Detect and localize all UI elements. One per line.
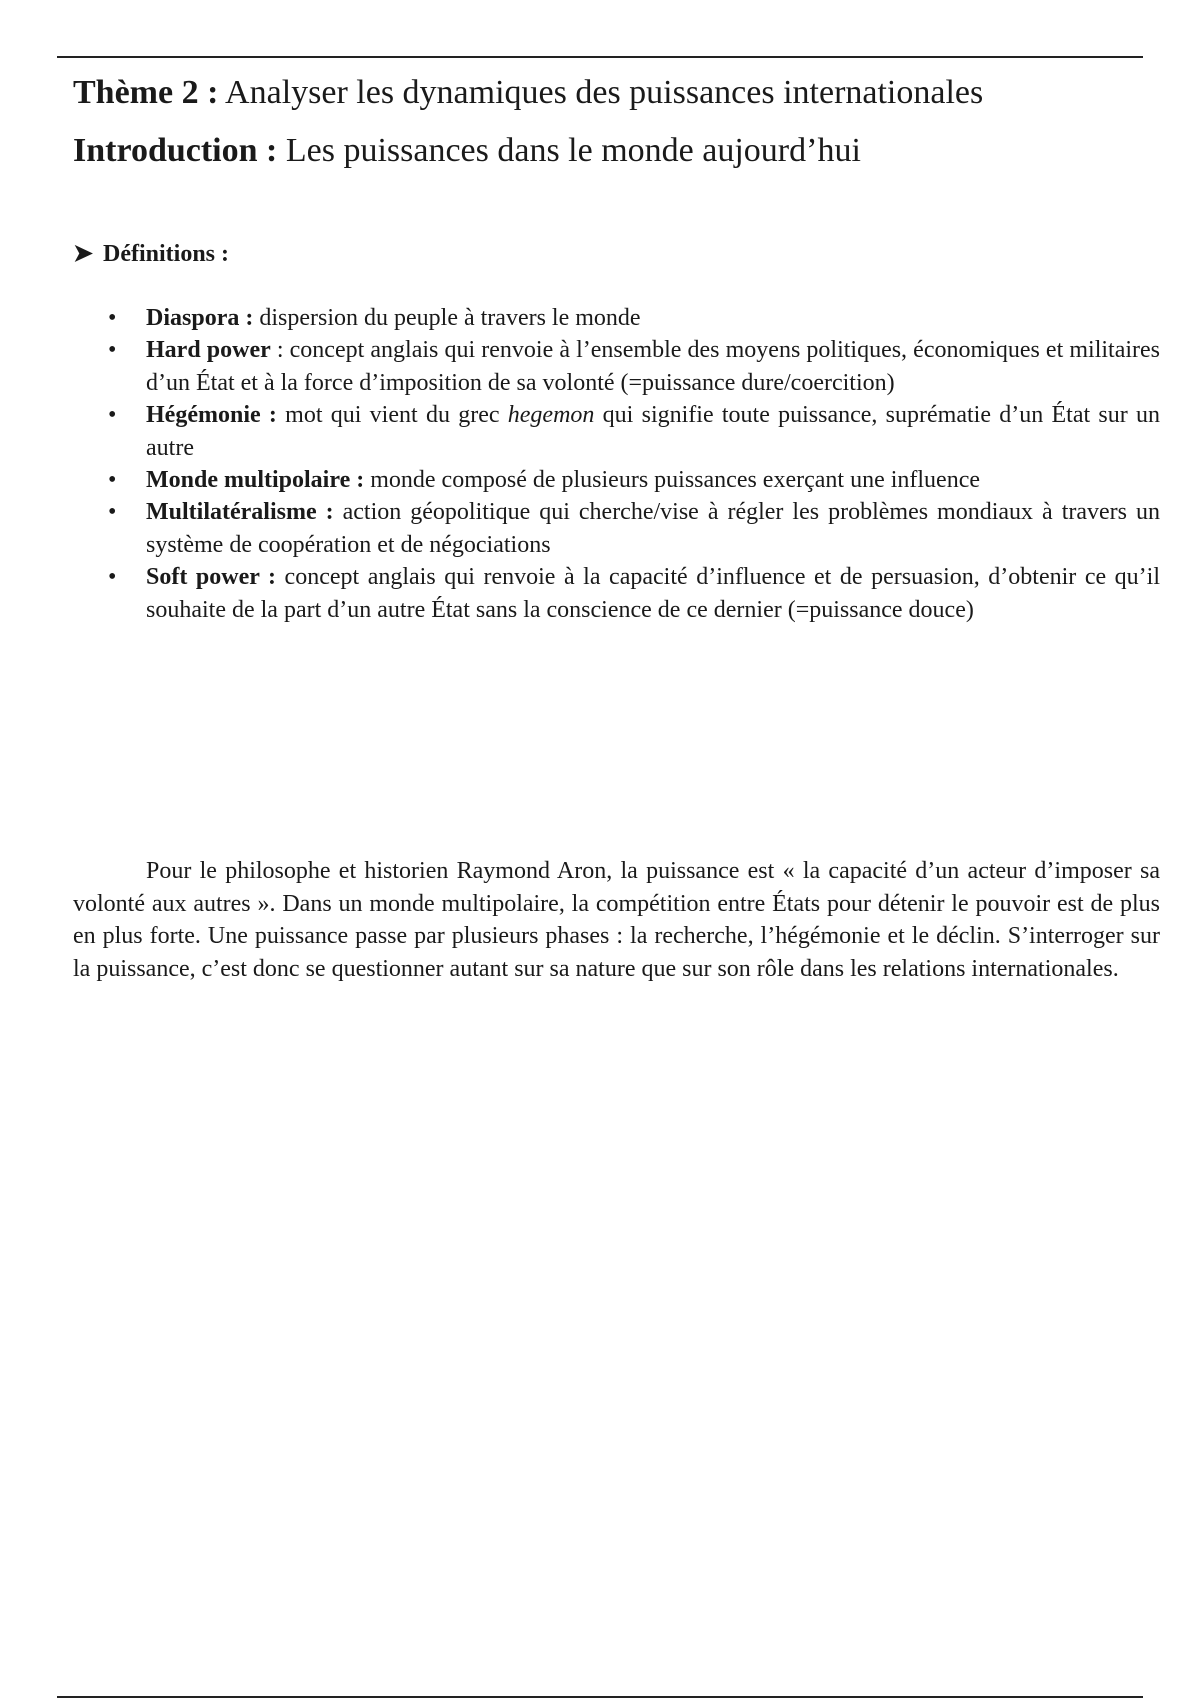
definition-term: Multilatéralisme : bbox=[146, 499, 334, 526]
bullet-icon: • bbox=[108, 337, 117, 364]
definition-item-multilateralisme bbox=[108, 496, 1160, 561]
definition-item-hegemonie bbox=[108, 399, 1160, 464]
theme-heading bbox=[73, 73, 983, 113]
definition-item-soft-power bbox=[108, 561, 1161, 626]
definitions-heading bbox=[73, 238, 229, 270]
definition-item-hard-power bbox=[108, 334, 1160, 399]
definition-term: Monde multipolaire : bbox=[146, 467, 365, 494]
definition-item-diaspora bbox=[108, 302, 1160, 334]
definition-item-monde-multipolaire bbox=[108, 464, 1160, 496]
introduction-label: Introduction : bbox=[73, 132, 278, 169]
top-rule bbox=[57, 56, 1143, 58]
definition-italic-word: hegemon bbox=[507, 402, 595, 429]
definitions-title: Définitions : bbox=[103, 241, 229, 267]
definition-term: Diaspora : bbox=[146, 305, 254, 331]
bottom-rule bbox=[57, 1696, 1143, 1698]
definition-text: mot qui vient du grec bbox=[276, 402, 508, 429]
definition-text: concept anglais qui renvoie à la capacité d’influence et de persuasion, d’obtenir ce qu’il souhaite de la part d’un autre État sans la conscience de ce dernier (=puissance douce) bbox=[146, 564, 1161, 623]
introduction-title: Les puissances dans le monde aujourd’hui bbox=[277, 132, 861, 169]
definition-text: dispersion du peuple à travers le monde bbox=[253, 305, 641, 331]
definition-text: qui signifie toute puissance, suprématie d’un État sur un autre bbox=[146, 402, 1160, 461]
bullet-icon: • bbox=[108, 467, 117, 494]
introduction-paragraph: Pour le philosophe et historien Raymond Aron, la puissance est « la capacité d’un acteur d’imposer sa volonté aux autres ». Dans un monde multipolaire, la compétition entre États pour détenir le pouvoir est de plus en plus forte. Une puissance passe par plusieurs phases : la recherche, l’hégémonie et le déclin. S’interroger sur la puissance, c’est donc se questionner autant sur sa nature que sur son rôle dans les relations internationales. bbox=[73, 858, 1160, 982]
definitions-list bbox=[108, 302, 1161, 626]
definition-text: monde composé de plusieurs puissances exerçant une influence bbox=[364, 467, 981, 494]
definition-term: Soft power : bbox=[146, 564, 276, 591]
arrowhead-bullet-icon: ➤ bbox=[73, 241, 94, 267]
theme-label: Thème 2 : bbox=[73, 74, 219, 111]
bullet-icon: • bbox=[108, 305, 117, 331]
definition-text: action géopolitique qui cherche/vise à régler les problèmes mondiaux à travers un système de coopération et de négociations bbox=[146, 499, 1160, 558]
introduction-heading bbox=[73, 131, 861, 171]
bullet-icon: • bbox=[108, 499, 117, 526]
bullet-icon: • bbox=[108, 402, 117, 429]
definition-term: Hégémonie : bbox=[146, 402, 277, 429]
theme-title: Analyser les dynamiques des puissances internationales bbox=[218, 74, 984, 111]
definition-term: Hard power bbox=[146, 337, 271, 364]
bullet-icon: • bbox=[108, 564, 117, 591]
definition-text: : concept anglais qui renvoie à l’ensemble des moyens politiques, économiques et militaires d’un État et à la force d’imposition de sa volonté (=puissance dure/coercition) bbox=[146, 337, 1160, 396]
